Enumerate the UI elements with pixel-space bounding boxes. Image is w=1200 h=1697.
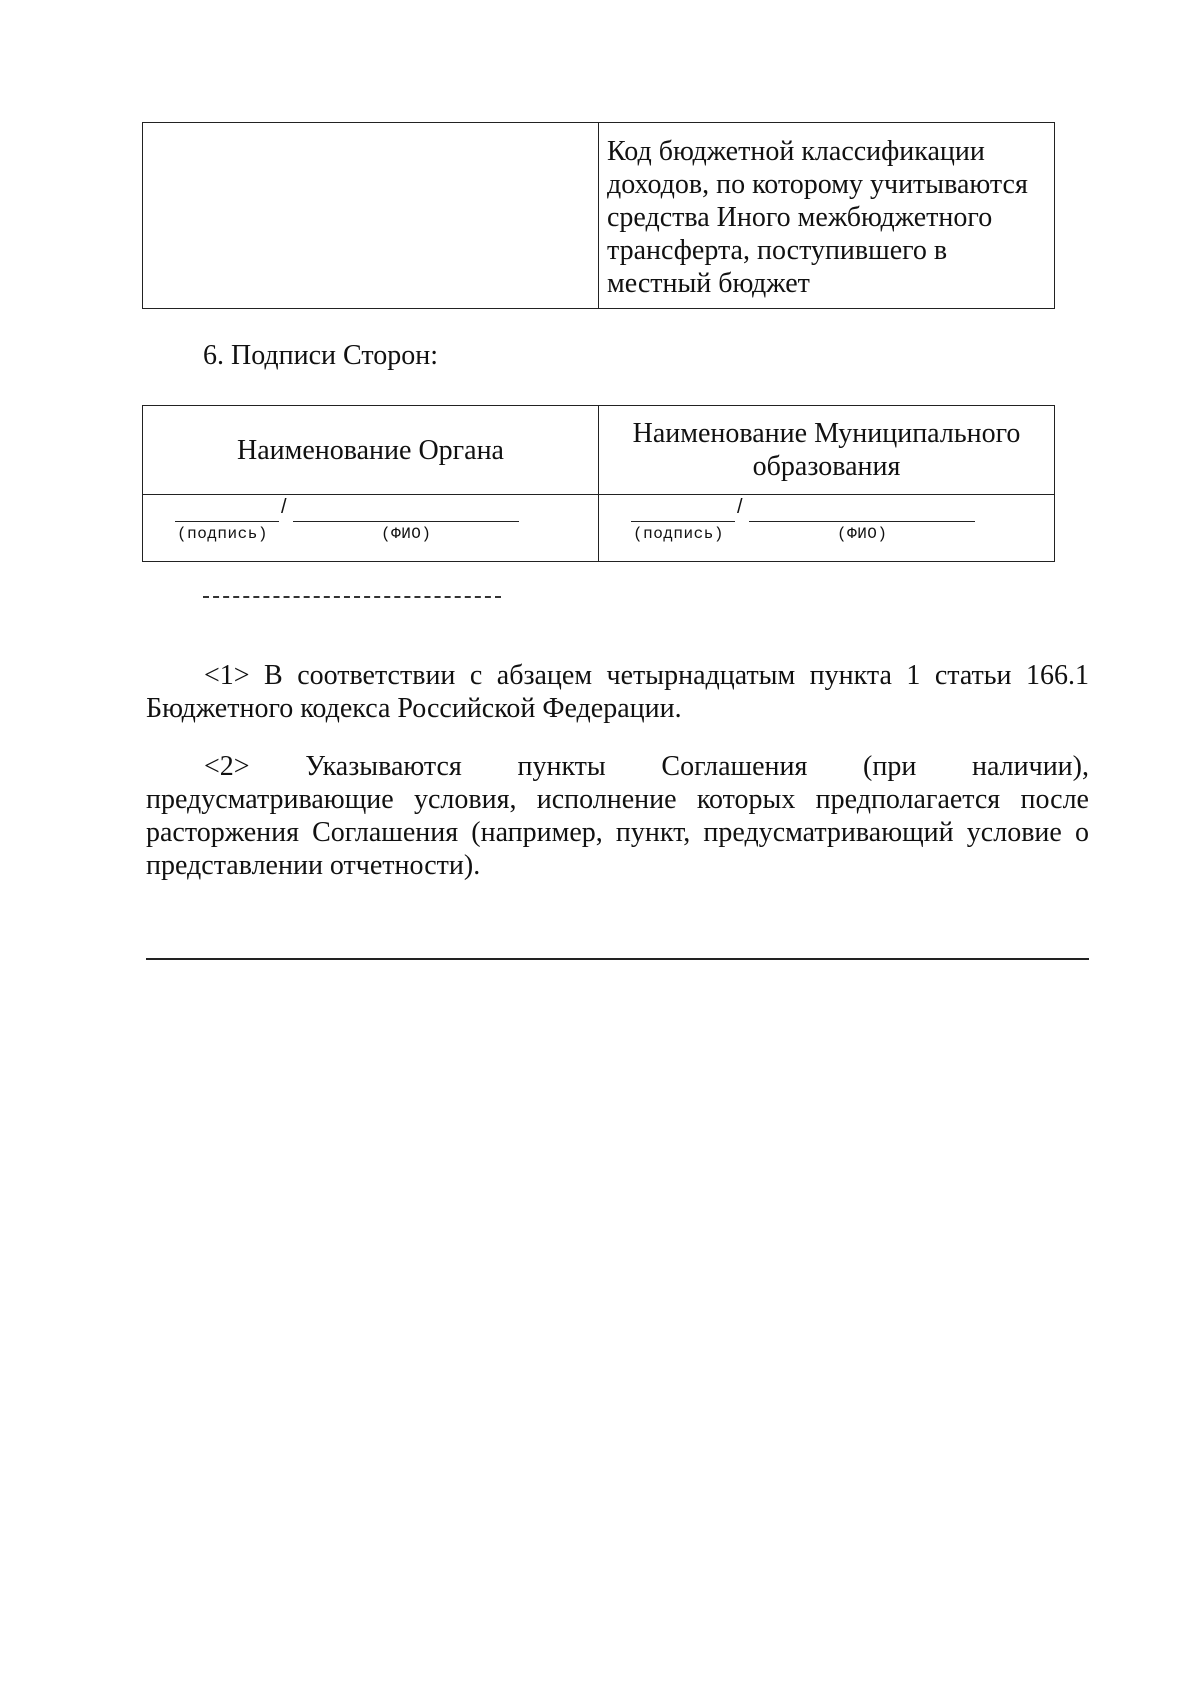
signature-slash: / — [281, 496, 287, 518]
fio-caption: (ФИО) — [381, 525, 432, 543]
signature-line — [175, 495, 279, 522]
fio-line — [749, 495, 975, 522]
signature-caption: (подпись) — [177, 525, 268, 543]
signature-line — [631, 495, 735, 522]
party-2-signature-cell — [599, 495, 1055, 562]
footnote-1-text: <1> В соответствии с абзацем четырнадцатым пункта 1 статьи 166.1 Бюджетного кодекса Российской Федерации. — [146, 660, 1089, 724]
signature-caption: (подпись) — [633, 525, 724, 543]
party-1-signature-cell — [143, 495, 599, 562]
party-2-name: Наименование Муниципального образования — [599, 406, 1055, 495]
fio-line — [293, 495, 519, 522]
budget-code-label-cell: Код бюджетной классификации доходов, по которому учитываются средства Иного межбюджетного трансферта, поступившего в местный бюджет — [599, 123, 1055, 309]
empty-value-cell — [143, 123, 599, 309]
section-title: 6. Подписи Сторон: — [203, 340, 438, 371]
signatures-table — [142, 405, 1055, 562]
budget-code-table — [142, 122, 1055, 309]
footnote-2-first-line — [146, 750, 1089, 783]
fio-caption: (ФИО) — [837, 525, 888, 543]
footnote-2-text: предусматривающие условия, исполнение которых предполагается после расторжения Соглашения (например, пункт, предусматривающий условие о представлении отчетности). — [146, 784, 1089, 881]
signature-slash: / — [737, 496, 743, 518]
bottom-rule — [146, 958, 1089, 960]
footnote-separator — [203, 596, 501, 598]
footnote-1 — [146, 659, 1089, 725]
footnote-2-first-line-text: <2> Указываются пункты Соглашения (при наличии), — [204, 751, 1089, 782]
footnote-2 — [146, 750, 1089, 882]
party-1-name: Наименование Органа — [143, 406, 599, 495]
